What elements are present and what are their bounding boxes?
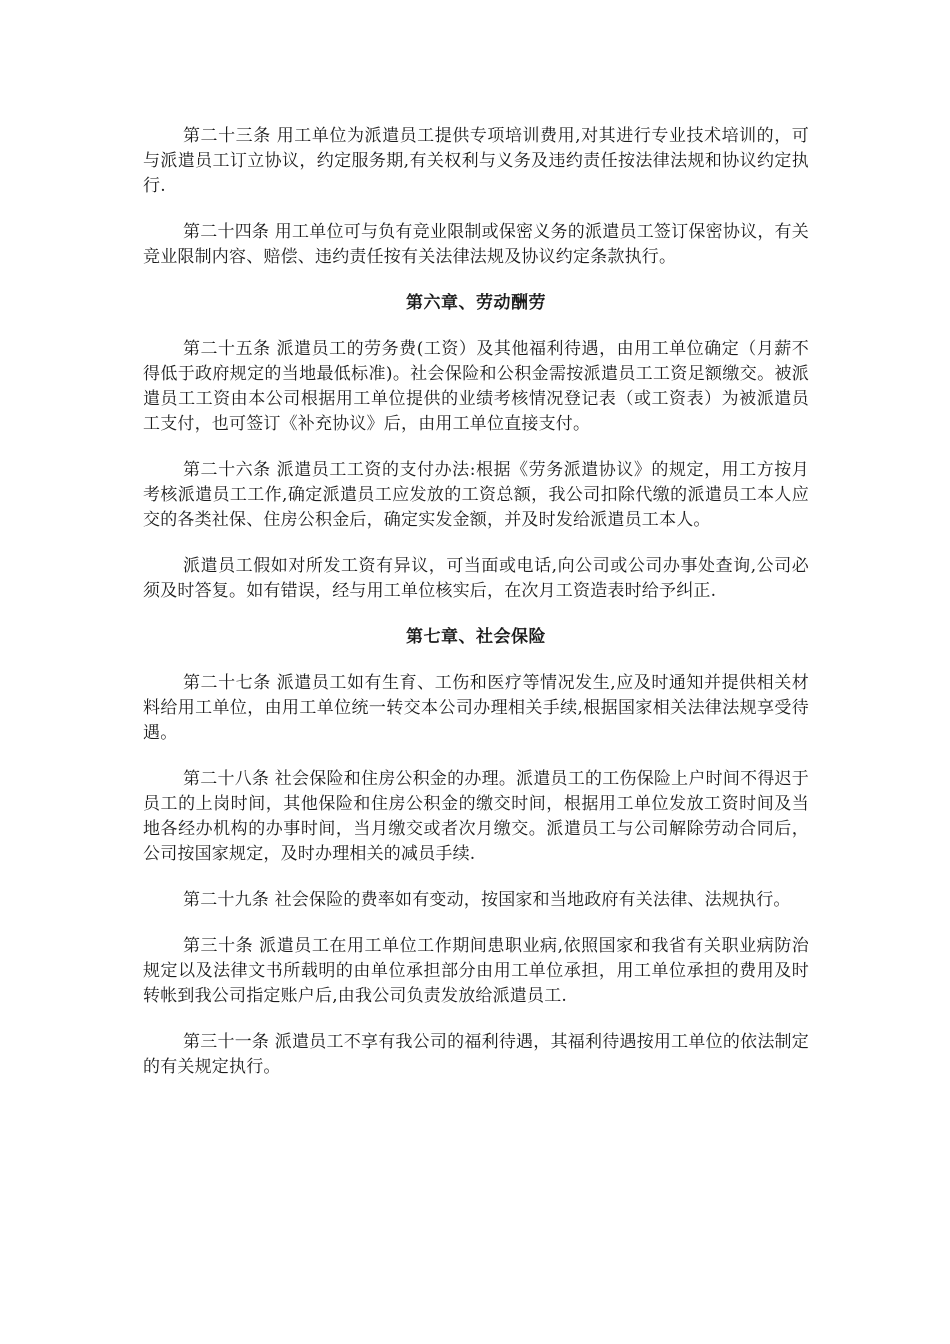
chapter-7-heading: 第七章、社会保险 [406,627,546,647]
article-24: 第二十四条 用工单位可与负有竞业限制或保密义务的派遣员工签订保密协议，有关竞业限制内容、赔偿、违约责任按有关法律法规及协议约定条款执行。 [143,222,809,267]
article-28: 第二十八条 社会保险和住房公积金的办理。派遣员工的工伤保险上户时间不得迟于员工的上岗时间，其他保险和住房公积金的缴交时间，根据用工单位发放工资时间及当地各经办机构的办事时间，当月缴交或者次月缴交。派遣员工与公司解除劳动合同后，公司按国家规定，及时办理相关的减员手续. [143,769,809,864]
article-30: 第三十条 派遣员工在用工单位工作期间患职业病,依照国家和我省有关职业病防治规定以及法律文书所载明的由单位承担部分由用工单位承担，用工单位承担的费用及时转帐到我公司指定账户后,由我公司负责发放给派遣员工. [143,936,809,1006]
salary-dispute-paragraph: 派遣员工假如对所发工资有异议，可当面或电话,向公司或公司办事处查询,公司必须及时答复。如有错误，经与用工单位核实后，在次月工资造表时给予纠正. [143,556,809,601]
chapter-6-heading: 第六章、劳动酬劳 [406,293,546,313]
article-29: 第二十九条 社会保险的费率如有变动，按国家和当地政府有关法律、法规执行。 [183,890,791,910]
document-body [143,124,809,1101]
article-27: 第二十七条 派遣员工如有生育、工伤和医疗等情况发生,应及时通知并提供相关材料给用工单位，由用工单位统一转交本公司办理相关手续,根据国家相关法律法规享受待遇。 [143,673,809,743]
article-25: 第二十五条 派遣员工的劳务费(工资）及其他福利待遇，由用工单位确定（月薪不得低于政府规定的当地最低标准)。社会保险和公积金需按派遣员工工资足额缴交。被派遣员工工资由本公司根据用工单位提供的业绩考核情况登记表（或工资表）为被派遣员工支付，也可签订《补充协议》后，由用工单位直接支付。 [143,339,809,434]
article-26: 第二十六条 派遣员工工资的支付办法:根据《劳务派遣协议》的规定，用工方按月考核派遣员工工作,确定派遣员工应发放的工资总额，我公司扣除代缴的派遣员工本人应交的各类社保、住房公积金后，确定实发金额，并及时发给派遣员工本人。 [143,460,809,530]
article-23: 第二十三条 用工单位为派遣员工提供专项培训费用,对其进行专业技术培训的，可与派遣员工订立协议，约定服务期,有关权利与义务及违约责任按法律法规和协议约定执行. [143,126,809,196]
article-31: 第三十一条 派遣员工不享有我公司的福利待遇，其福利待遇按用工单位的依法制定的有关规定执行。 [143,1032,809,1077]
